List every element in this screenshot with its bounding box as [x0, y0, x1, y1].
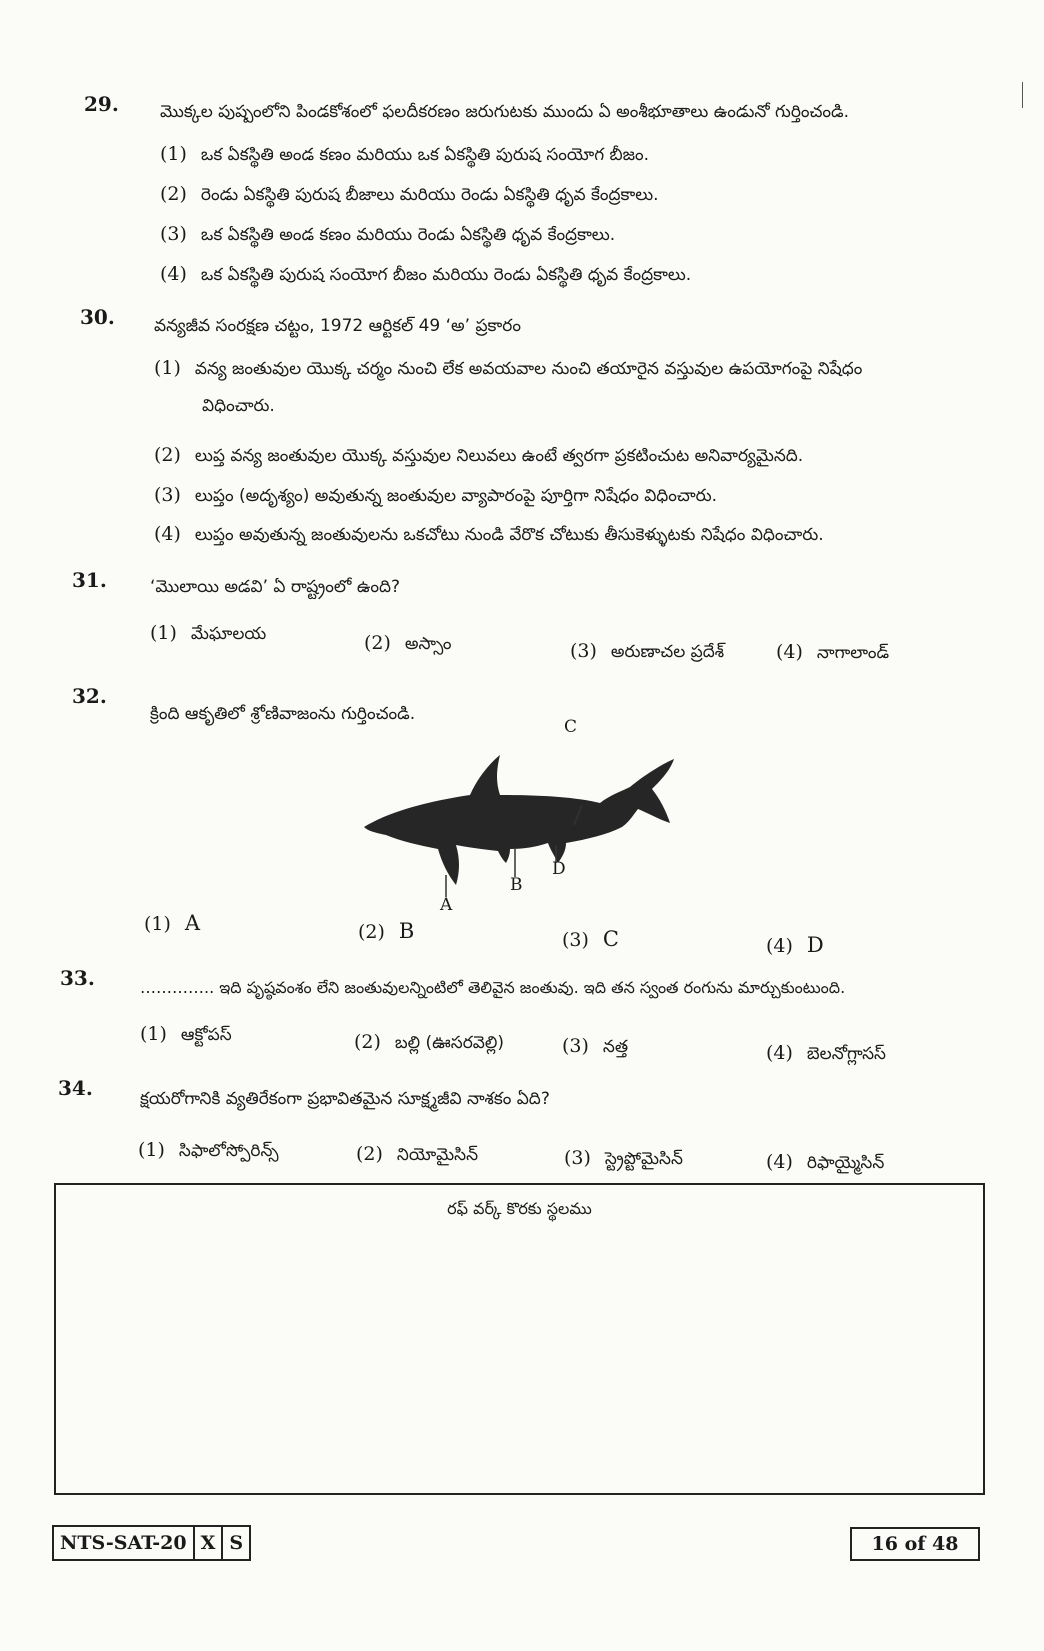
option-number: (3) — [160, 223, 187, 245]
option-text: అరుణాచల ప్రదేశ్ — [610, 642, 725, 662]
option-number: (3) — [570, 640, 597, 662]
figure-label-c: C — [564, 717, 578, 737]
question-32-text: క్రింది ఆకృతిలో శ్రోణివాజంను గుర్తించండి. — [150, 704, 416, 724]
option-text: నియోమైసిన్ — [396, 1145, 479, 1165]
question-30-option-1-continued: విధించారు. — [202, 396, 275, 416]
option-number: (1) — [154, 357, 181, 379]
question-29-option-2[interactable] — [160, 183, 659, 209]
option-number: (3) — [564, 1147, 591, 1169]
option-number: (2) — [364, 632, 391, 654]
question-30-text: వన్యజీవ సంరక్షణ చట్టం, 1972 ఆర్టికల్ 49 ‘అ’ ప్రకారం — [154, 316, 521, 336]
question-32-option-1[interactable] — [144, 911, 200, 935]
option-text: బెలనోగ్లాసస్ — [806, 1044, 886, 1064]
footer-class: X — [193, 1527, 222, 1559]
question-33-number: 33. — [60, 966, 95, 990]
question-34-option-4[interactable] — [766, 1151, 884, 1177]
question-29-text: మొక్కల పుష్పంలోని పిండకోశంలో ఫలదీకరణం జరుగుటకు ముందు ఏ అంశీభూతాలు ఉండునో గుర్తించండి. — [160, 102, 850, 122]
option-text: ఆక్టోపస్ — [180, 1025, 232, 1045]
question-30-number: 30. — [80, 305, 115, 329]
option-text: C — [602, 927, 619, 951]
option-number: (3) — [154, 484, 181, 506]
option-text: వన్య జంతువుల యొక్క చర్మం నుంచి లేక అవయవాల నుంచి తయారైన వస్తువుల ఉపయోగంపై నిషేధం — [194, 359, 863, 379]
option-number: (4) — [766, 1151, 793, 1173]
question-31-option-3[interactable] — [570, 640, 724, 666]
footer-set: S — [221, 1527, 249, 1559]
question-29-option-4[interactable] — [160, 263, 691, 289]
question-34-option-1[interactable] — [138, 1139, 279, 1165]
question-33-option-3[interactable] — [562, 1035, 628, 1061]
question-31-option-2[interactable] — [364, 632, 452, 658]
shark-silhouette — [360, 725, 680, 925]
option-number: (2) — [154, 444, 181, 466]
figure-label-d: D — [552, 859, 566, 879]
option-text: లుప్తం (అదృశ్యం) అవుతున్న జంతువుల వ్యాపారంపై పూర్తిగా నిషేధం విధించారు. — [194, 486, 718, 506]
question-29-option-1[interactable] — [160, 143, 649, 169]
option-number: (1) — [144, 913, 171, 935]
option-number: (4) — [154, 523, 181, 545]
footer-exam-code-box — [52, 1525, 251, 1561]
option-number: (4) — [776, 641, 803, 663]
question-30-option-4[interactable] — [154, 523, 824, 549]
footer-page-number: 16 of 48 — [850, 1527, 980, 1561]
question-34-text: క్షయరోగానికి వ్యతిరేకంగా ప్రభావితమైన సూక్ష్మజీవి నాశకం ఏది? — [140, 1089, 550, 1109]
question-33-text: ………….. ఇది పృష్ఠవంశం లేని జంతువులన్నింటిలో తెలివైన జంతువు. ఇది తన స్వంత రంగును మార్చుకుంటుంది. — [140, 978, 846, 997]
question-32-option-4[interactable] — [766, 933, 824, 957]
question-31-option-4[interactable] — [776, 641, 889, 667]
option-number: (1) — [160, 143, 187, 165]
option-text: రెండు ఏకస్థితి పురుష బీజాలు మరియు రెండు ఏకస్థితి ధృవ కేంద్రకాలు. — [200, 185, 659, 205]
question-34-option-2[interactable] — [356, 1143, 478, 1169]
question-32-option-3[interactable] — [562, 927, 619, 951]
option-number: (1) — [138, 1139, 165, 1161]
option-text: అస్సాం — [404, 634, 452, 654]
option-text: B — [398, 919, 415, 943]
option-text: నత్త — [602, 1037, 629, 1057]
option-text: ఒక ఏకస్థితి అండ కణం మరియు ఒక ఏకస్థితి పురుష సంయోగ బీజం. — [200, 145, 650, 165]
shark-figure — [360, 717, 680, 925]
rough-work-box[interactable] — [54, 1183, 985, 1495]
option-number: (2) — [358, 921, 385, 943]
option-number: (4) — [160, 263, 187, 285]
option-text: నాగాలాండ్ — [816, 643, 890, 663]
option-text: బల్లి (ఊసరవెల్లి) — [394, 1033, 504, 1053]
option-number: (2) — [160, 183, 187, 205]
question-33-option-1[interactable] — [140, 1023, 232, 1049]
option-text: మేఘాలయ — [190, 624, 267, 644]
figure-label-b: B — [510, 875, 523, 895]
option-text: లుప్త వన్య జంతువుల యొక్క వస్తువుల నిలువలు ఉంటే త్వరగా ప్రకటించుట అనివార్యమైనది. — [194, 446, 804, 466]
option-text: లుప్తం అవుతున్న జంతువులను ఒకచోటు నుండి వేరొక చోటుకు తీసుకెళ్ళుటకు నిషేధం విధించారు. — [194, 525, 824, 545]
question-31-text: ‘మొలాయి అడవి’ ఏ రాష్ట్రంలో ఉంది? — [150, 577, 401, 597]
option-text: A — [184, 911, 201, 935]
figure-label-a: A — [440, 895, 453, 915]
option-number: (3) — [562, 1035, 589, 1057]
option-text: సిఫాలోస్పోరిన్స్ — [178, 1141, 279, 1161]
option-text: ఒక ఏకస్థితి పురుష సంయోగ బీజం మరియు రెండు ఏకస్థితి ధృవ కేంద్రకాలు. — [200, 265, 692, 285]
question-33-option-4[interactable] — [766, 1042, 886, 1068]
option-number: (2) — [354, 1031, 381, 1053]
question-30-option-3[interactable] — [154, 484, 717, 510]
footer-exam-code: NTS-SAT-20 — [60, 1532, 187, 1554]
question-33-option-2[interactable] — [354, 1031, 504, 1057]
question-34-number: 34. — [58, 1076, 93, 1100]
option-number: (1) — [140, 1023, 167, 1045]
option-text: ఒక ఏకస్థితి అండ కణం మరియు రెండు ఏకస్థితి ధృవ కేంద్రకాలు. — [200, 225, 616, 245]
margin-mark — [1022, 82, 1023, 108]
question-29-number: 29. — [84, 92, 119, 116]
question-31-number: 31. — [72, 568, 107, 592]
option-number: (4) — [766, 1042, 793, 1064]
option-number: (2) — [356, 1143, 383, 1165]
option-text: D — [806, 933, 824, 957]
option-text: రిఫాయ్మైసిన్ — [806, 1153, 885, 1173]
option-number: (1) — [150, 622, 177, 644]
option-number: (4) — [766, 935, 793, 957]
question-31-option-1[interactable] — [150, 622, 266, 648]
question-32-option-2[interactable] — [358, 919, 414, 943]
question-30-option-2[interactable] — [154, 444, 803, 470]
option-number: (3) — [562, 929, 589, 951]
rough-work-title: రఫ్ వర్క్ కొరకు స్థలము — [447, 1199, 592, 1218]
question-32-number: 32. — [72, 684, 107, 708]
option-text: స్ట్రెప్టోమైసిన్ — [604, 1149, 683, 1169]
question-30-option-1[interactable] — [154, 357, 862, 383]
question-29-option-3[interactable] — [160, 223, 615, 249]
question-34-option-3[interactable] — [564, 1147, 683, 1173]
